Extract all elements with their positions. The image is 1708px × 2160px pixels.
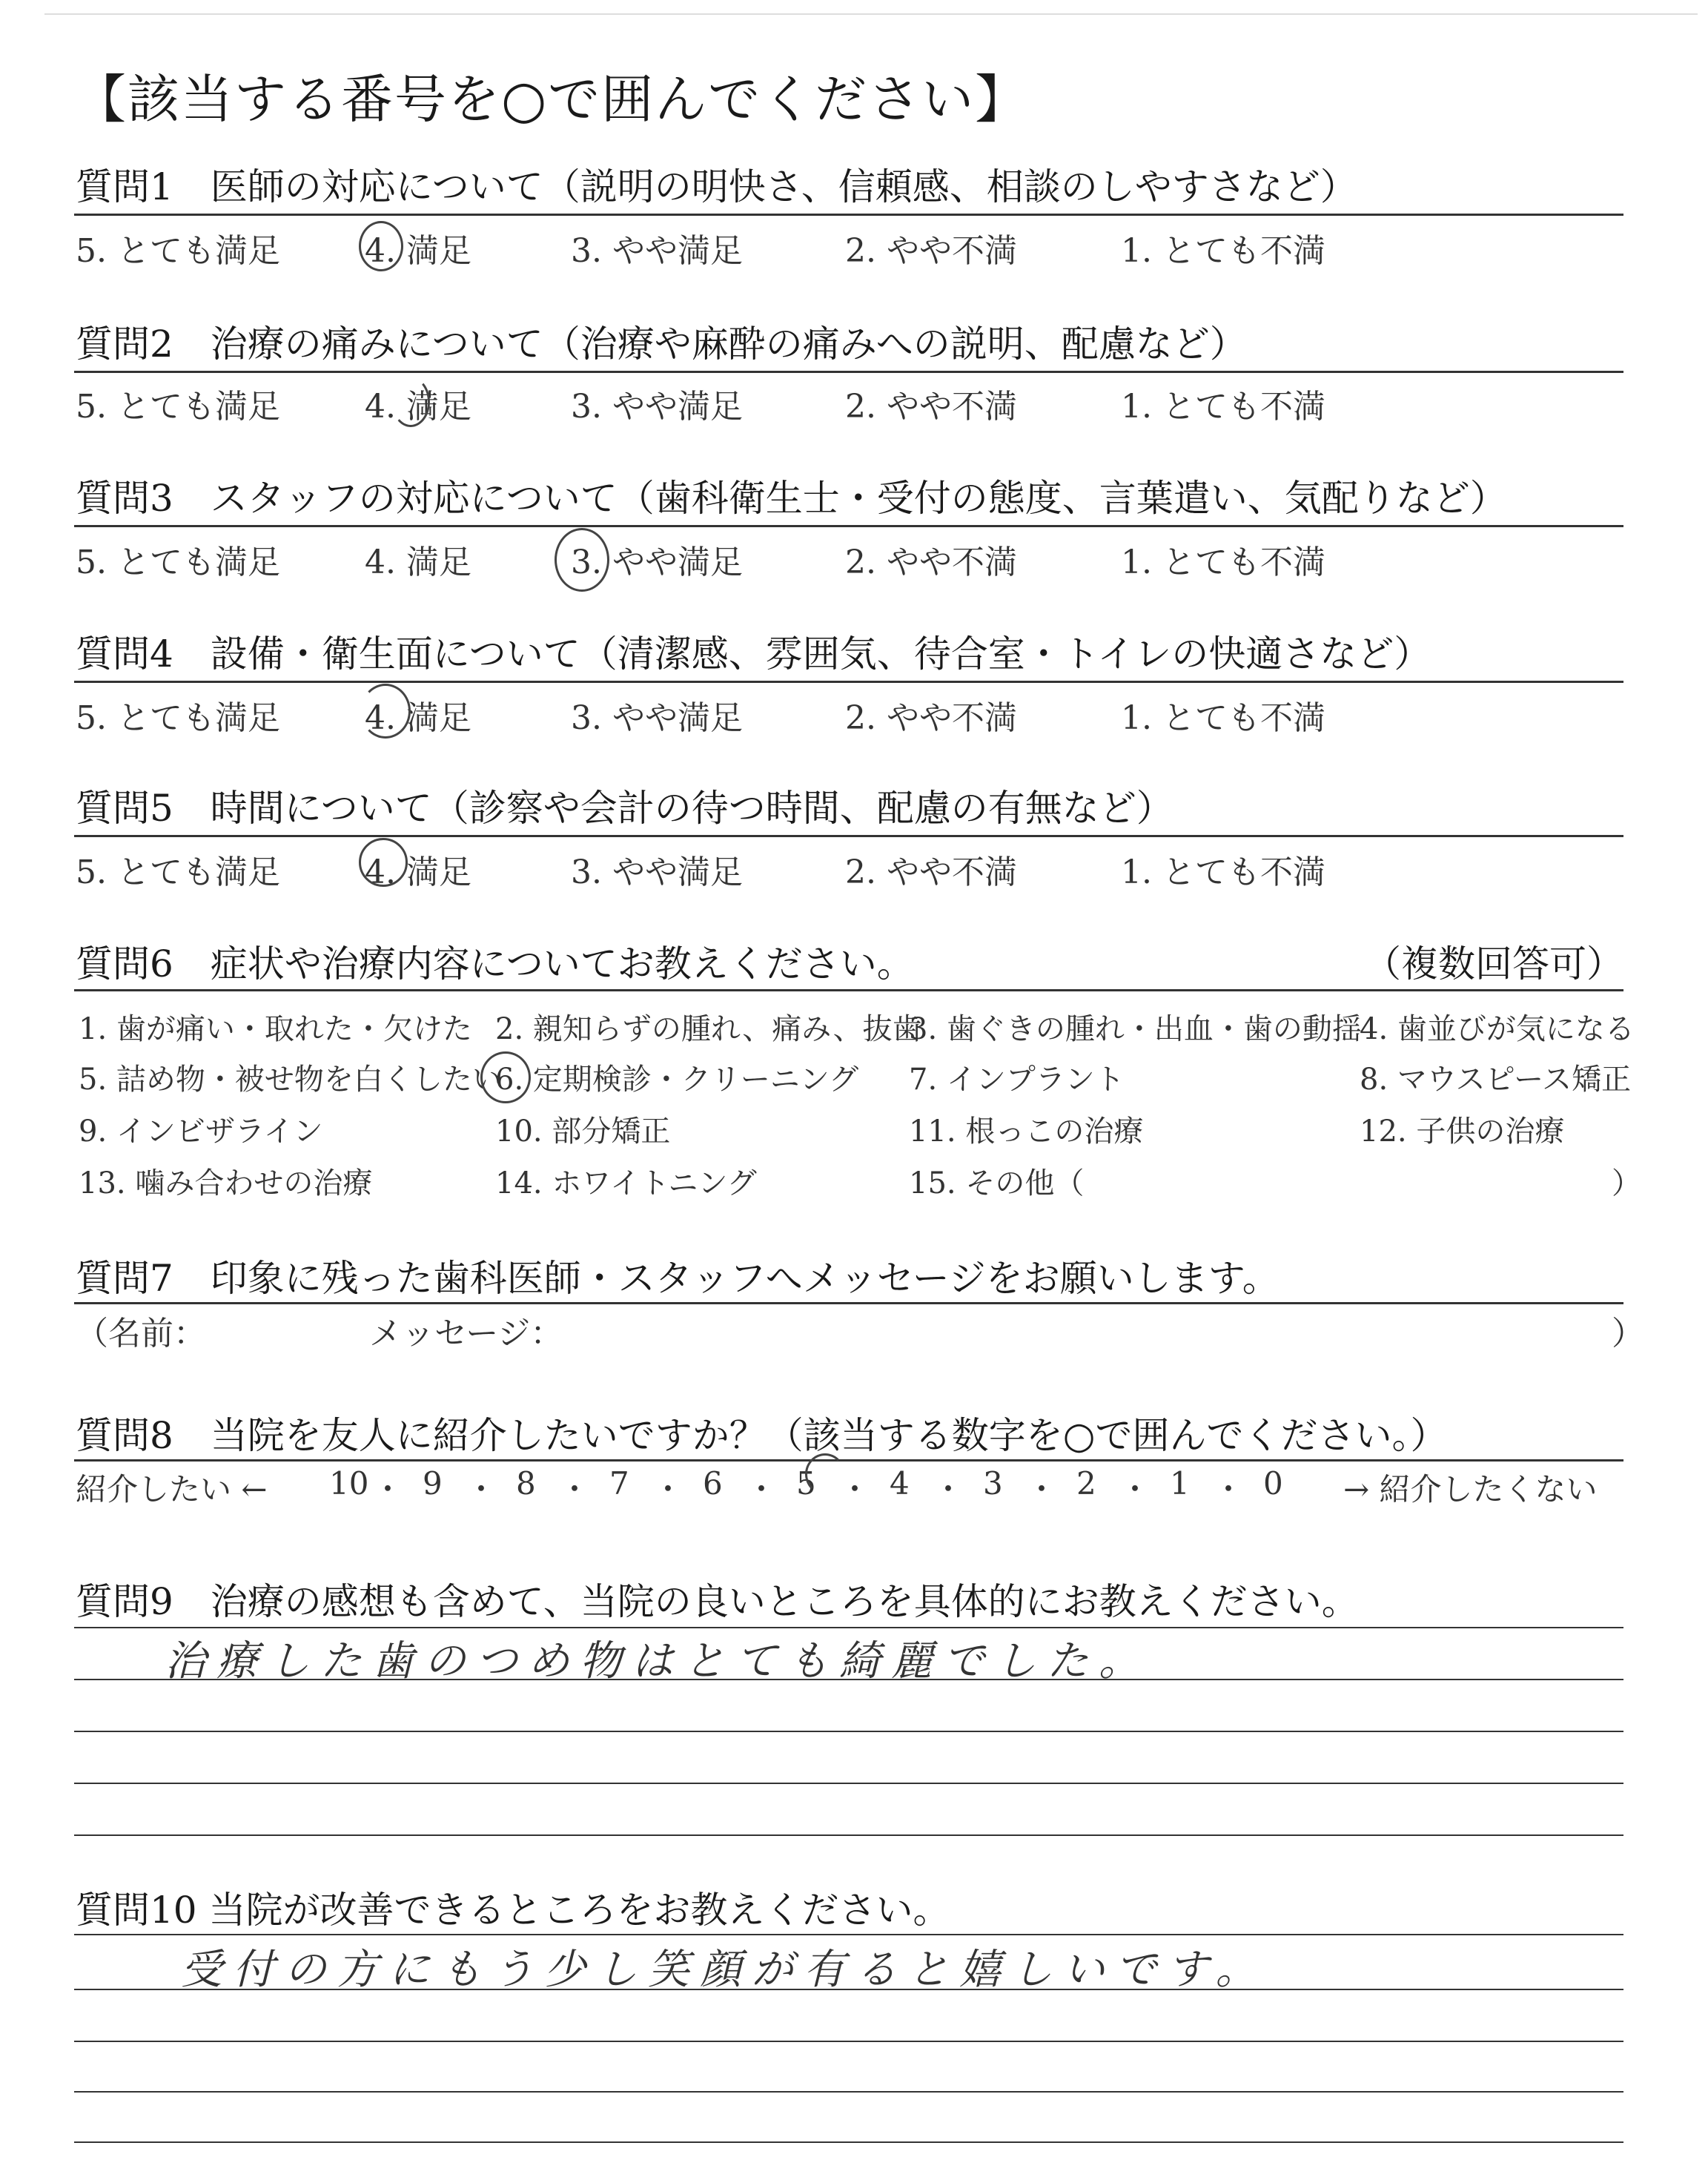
q4-option-4[interactable]: 4. 満足 xyxy=(365,699,471,737)
q1-option-4[interactable]: 4. 満足 xyxy=(365,232,471,270)
top-border xyxy=(44,13,1698,15)
divider xyxy=(74,214,1623,216)
q5-option-4[interactable]: 4. 満足 xyxy=(365,853,471,891)
q8-scale-separator: ・ xyxy=(933,1471,964,1507)
q8-scale-separator: ・ xyxy=(1213,1471,1245,1507)
q2-option-4[interactable]: 4. 満足 xyxy=(365,388,471,426)
q7-name-label[interactable]: （名前： xyxy=(76,1315,206,1353)
q8-scale-value-1[interactable]: 1 xyxy=(1170,1465,1190,1502)
q8-scale-separator: ・ xyxy=(466,1471,497,1507)
divider xyxy=(74,1459,1623,1462)
q5-option-5[interactable]: 5. とても満足 xyxy=(76,853,280,891)
answer-line xyxy=(74,2091,1623,2093)
form-header: 【該当する番号を○で囲んでください】 xyxy=(74,69,1029,130)
q10-handwritten-answer: 受付の方にもう少し笑顔が有ると嬉しいです。 xyxy=(181,1946,1268,1994)
q2-option-2[interactable]: 2. やや不満 xyxy=(845,388,1017,426)
q5-option-2[interactable]: 2. やや不満 xyxy=(845,853,1017,891)
q8-scale-separator: ・ xyxy=(559,1471,591,1507)
q6-item-11[interactable]: 11. 根っこの治療 xyxy=(909,1114,1144,1149)
q2-option-5[interactable]: 5. とても満足 xyxy=(76,388,280,426)
divider xyxy=(74,681,1623,683)
q6-item-12[interactable]: 12. 子供の治療 xyxy=(1360,1114,1565,1149)
q8-scale-value-2[interactable]: 2 xyxy=(1076,1465,1096,1502)
q8-scale-separator: ・ xyxy=(652,1471,684,1507)
answer-line xyxy=(74,1679,1623,1680)
question-6-title: 質問6 症状や治療内容についてお教えください。 xyxy=(76,942,914,985)
q3-selection-circle xyxy=(555,528,609,592)
q8-scale-value-5[interactable]: 5 xyxy=(796,1465,816,1502)
q6-item-13[interactable]: 13. 噛み合わせの治療 xyxy=(79,1166,373,1200)
q8-scale-value-8[interactable]: 8 xyxy=(516,1465,536,1502)
q9-handwritten-answer: 治療した歯のつめ物はとても綺麗でした。 xyxy=(165,1637,1151,1685)
q6-item-4[interactable]: 4. 歯並びが気になる xyxy=(1360,1012,1635,1046)
q4-option-2[interactable]: 2. やや不満 xyxy=(845,699,1017,737)
q8-scale-value-10[interactable]: 10 xyxy=(329,1465,369,1502)
q8-scale-separator: ・ xyxy=(1119,1471,1151,1507)
q4-option-3[interactable]: 3. やや満足 xyxy=(571,699,743,737)
q8-selection-circle xyxy=(805,1453,845,1495)
q7-message-label[interactable]: メッセージ： xyxy=(369,1315,563,1353)
question-3-title: 質問3 スタッフの対応について（歯科衛生士・受付の態度、言葉遣い、気配りなど） xyxy=(76,477,1507,520)
q1-selection-circle xyxy=(359,221,403,271)
q3-option-4[interactable]: 4. 満足 xyxy=(365,544,471,581)
q3-option-2[interactable]: 2. やや不満 xyxy=(845,544,1017,581)
q8-scale-separator: ・ xyxy=(839,1471,871,1507)
question-4-title: 質問4 設備・衛生面について（清潔感、雰囲気、待合室・トイレの快適さなど） xyxy=(76,633,1431,676)
question-5-title: 質問5 時間について（診察や会計の待つ時間、配慮の有無など） xyxy=(76,787,1174,830)
q8-right-label: → 紹介したくない xyxy=(1343,1471,1598,1507)
divider xyxy=(74,1302,1623,1304)
q6-item-6[interactable]: 6. 定期検診・クリーニング xyxy=(495,1063,859,1097)
q8-scale-value-4[interactable]: 4 xyxy=(890,1465,910,1502)
divider xyxy=(74,989,1623,991)
q7-close: ） xyxy=(1612,1315,1644,1353)
q1-option-3[interactable]: 3. やや満足 xyxy=(571,232,743,270)
q6-item-1[interactable]: 1. 歯が痛い・取れた・欠けた xyxy=(79,1012,472,1046)
q8-scale-value-3[interactable]: 3 xyxy=(983,1465,1003,1502)
q8-scale-value-0[interactable]: 0 xyxy=(1263,1465,1283,1502)
answer-line xyxy=(74,2141,1623,2143)
q6-item-8[interactable]: 8. マウスピース矯正 xyxy=(1360,1063,1632,1097)
q1-option-2[interactable]: 2. やや不満 xyxy=(845,232,1017,270)
question-9-title: 質問9 治療の感想も含めて、当院の良いところを具体的にお教えください。 xyxy=(76,1580,1359,1623)
q5-option-3[interactable]: 3. やや満足 xyxy=(571,853,743,891)
q8-left-label: 紹介したい ← xyxy=(76,1471,268,1507)
answer-line xyxy=(74,1934,1623,1935)
q6-item-14[interactable]: 14. ホワイトニング xyxy=(495,1166,757,1200)
q6-other-close: ） xyxy=(1612,1166,1641,1200)
q5-option-1[interactable]: 1. とても不満 xyxy=(1121,853,1325,891)
q8-scale-separator: ・ xyxy=(372,1471,404,1507)
q3-option-5[interactable]: 5. とても満足 xyxy=(76,544,280,581)
q1-option-5[interactable]: 5. とても満足 xyxy=(76,232,280,270)
q2-option-1[interactable]: 1. とても不満 xyxy=(1121,388,1325,426)
answer-line xyxy=(74,1989,1623,1990)
q6-item-15[interactable]: 15. その他（ xyxy=(909,1166,1085,1200)
q3-option-3[interactable]: 3. やや満足 xyxy=(571,544,743,581)
question-10-title: 質問10 当院が改善できるところをお教えください。 xyxy=(76,1889,950,1932)
q6-item-2[interactable]: 2. 親知らずの腫れ、痛み、抜歯 xyxy=(495,1012,922,1046)
q8-scale-separator: ・ xyxy=(1026,1471,1058,1507)
answer-line xyxy=(74,2041,1623,2042)
question-1-title: 質問1 医師の対応について（説明の明快さ、信頼感、相談のしやすさなど） xyxy=(76,165,1357,208)
q1-option-1[interactable]: 1. とても不満 xyxy=(1121,232,1325,270)
answer-line xyxy=(74,1731,1623,1732)
q8-scale-value-9[interactable]: 9 xyxy=(423,1465,443,1502)
answer-line xyxy=(74,1834,1623,1836)
divider xyxy=(74,835,1623,837)
q2-option-3[interactable]: 3. やや満足 xyxy=(571,388,743,426)
q8-scale-value-6[interactable]: 6 xyxy=(703,1465,723,1502)
question-7-title: 質問7 印象に残った歯科医師・スタッフへメッセージをお願いします。 xyxy=(76,1257,1280,1300)
q4-option-5[interactable]: 5. とても満足 xyxy=(76,699,280,737)
divider xyxy=(74,371,1623,373)
divider xyxy=(74,525,1623,527)
question-8-title: 質問8 当院を友人に紹介したいですか？（該当する数字を○で囲んでください。） xyxy=(76,1414,1448,1457)
q6-item-10[interactable]: 10. 部分矯正 xyxy=(495,1114,671,1149)
q8-scale-separator: ・ xyxy=(746,1471,778,1507)
question-6-note: （複数回答可） xyxy=(1364,942,1623,985)
q6-selection-circle xyxy=(480,1051,531,1103)
q4-selection-circle xyxy=(360,684,411,739)
q6-item-9[interactable]: 9. インビザライン xyxy=(79,1114,323,1149)
q6-item-7[interactable]: 7. インプラント xyxy=(909,1063,1125,1097)
question-2-title: 質問2 治療の痛みについて（治療や麻酔の痛みへの説明、配慮など） xyxy=(76,323,1247,366)
q2-selection-circle xyxy=(391,377,430,427)
q4-option-1[interactable]: 1. とても不満 xyxy=(1121,699,1325,737)
q6-item-3[interactable]: 3. 歯ぐきの腫れ・出血・歯の動揺 xyxy=(909,1012,1362,1046)
answer-line xyxy=(74,1783,1623,1784)
q5-selection-circle xyxy=(359,838,408,887)
q6-item-5[interactable]: 5. 詰め物・被せ物を白くしたい xyxy=(79,1063,502,1097)
q3-option-1[interactable]: 1. とても不満 xyxy=(1121,544,1325,581)
q8-scale-value-7[interactable]: 7 xyxy=(609,1465,629,1502)
